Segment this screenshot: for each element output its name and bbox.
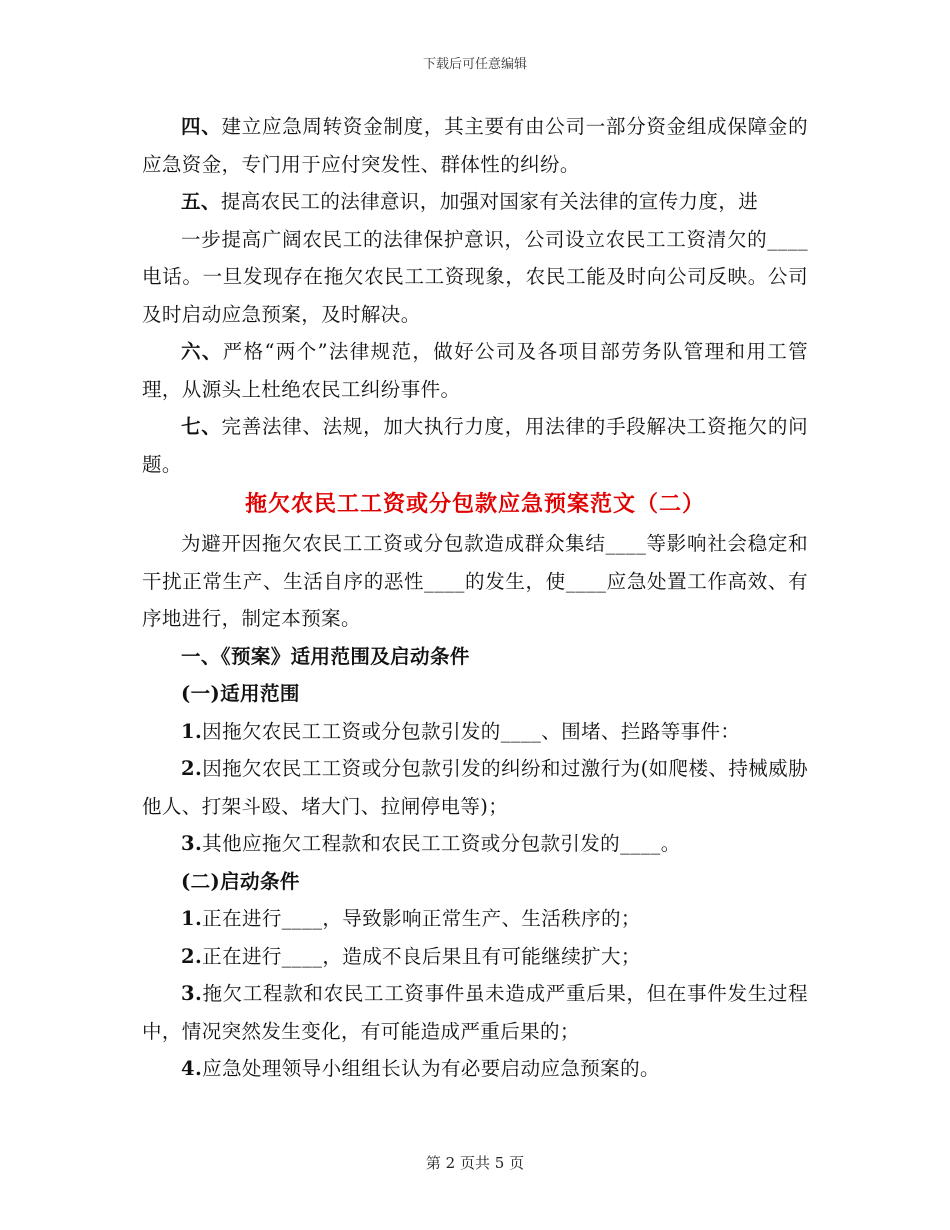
condition-item-1 bbox=[142, 900, 808, 938]
paragraph-six bbox=[142, 333, 808, 408]
paragraph-text: 为避开因拖欠农民工工资或分包款造成群众集结 bbox=[181, 532, 606, 555]
paragraph-seven bbox=[142, 408, 808, 483]
item-text: 因拖欠农民工工资或分包款引发的 bbox=[202, 719, 501, 743]
heading-scope-and-start: 一、《预案》适用范围及启动条件 bbox=[181, 644, 470, 668]
blank-fill: ____ bbox=[500, 719, 542, 743]
section-title: 拖欠农民工工资或分包款应急预案范文（二） bbox=[244, 491, 705, 517]
page-header: 下载后可任意编辑 bbox=[422, 57, 527, 72]
blank-fill: ____ bbox=[605, 532, 647, 555]
intro-paragraph bbox=[142, 525, 808, 638]
paragraph-text: 严格“两个”法律规范，做好公司及各项目部劳务队管理和用工管理，从源头上杜绝农民工纠纷事件。 bbox=[142, 340, 808, 401]
paragraph-text: 提高农民工的法律意识，加强对国家有关法律的宣传力度，进 bbox=[220, 190, 759, 213]
item-number: 3. bbox=[181, 832, 203, 855]
paragraph-text: 电话。一旦发现存在拖欠农民工工资现象，农民工能及时向公司反映。公司及时启动应急预案，及时解决。 bbox=[142, 265, 808, 326]
blank-fill: ____ bbox=[620, 832, 661, 855]
paragraph-four bbox=[142, 108, 808, 183]
item-text: 其他应拖欠工程款和农民工工资或分包款引发的 bbox=[202, 832, 621, 855]
item-text: ，造成不良后果且有可能继续扩大； bbox=[322, 944, 641, 968]
paragraph-five-continued bbox=[142, 221, 808, 334]
paragraph-text: 的发生，使 bbox=[464, 569, 566, 593]
paragraph-text: 一步提高广阔农民工的法律保护意识，公司设立农民工工资清欠的 bbox=[181, 227, 768, 251]
item-number: 2. bbox=[181, 757, 203, 780]
paragraph-text: 完善法律、法规，加大执行力度，用法律的手段解决工资拖欠的问题。 bbox=[142, 415, 808, 476]
paragraph-text: 等影响社会稳定和干扰正常生产、生活自序的恶性 bbox=[142, 532, 808, 593]
subheading-scope: (一)适用范围 bbox=[181, 682, 300, 705]
paragraph-five bbox=[142, 183, 808, 221]
item-text: 正在进行 bbox=[202, 907, 282, 930]
item-number: 2. bbox=[181, 944, 203, 968]
item-text: 正在进行 bbox=[202, 944, 282, 968]
paragraph-label: 四、 bbox=[181, 115, 222, 138]
condition-item-2 bbox=[142, 938, 808, 976]
condition-item-3 bbox=[142, 975, 808, 1050]
scope-item-1 bbox=[142, 713, 808, 751]
item-text: 拖欠工程款和农民工工资事件虽未造成严重后果，但在事件发生过程中，情况突然发生变化，有可能造成严重后果的； bbox=[142, 982, 808, 1043]
subheading-start-conditions: (二)启动条件 bbox=[181, 869, 300, 893]
blank-fill: ____ bbox=[281, 944, 323, 968]
scope-item-2 bbox=[142, 750, 808, 825]
blank-fill: ____ bbox=[565, 569, 607, 593]
paragraph-label: 六、 bbox=[181, 340, 223, 363]
document-body bbox=[142, 108, 808, 1088]
paragraph-text: 建立应急周转资金制度，其主要有由公司一部分资金组成保障金的应急资金，专门用于应付突发性、群体性的纠纷。 bbox=[142, 115, 808, 176]
blank-fill: ____ bbox=[281, 907, 323, 930]
item-text: 。 bbox=[660, 832, 681, 855]
blank-fill: ____ bbox=[767, 227, 808, 251]
condition-item-4 bbox=[142, 1050, 808, 1088]
item-number: 1. bbox=[181, 907, 203, 930]
item-text: 、围堵、拦路等事件： bbox=[541, 719, 741, 743]
page-footer: 第 2 页共 5 页 bbox=[425, 1154, 525, 1172]
item-text: ，导致影响正常生产、生活秩序的； bbox=[322, 907, 641, 930]
item-text: 因拖欠农民工工资或分包款引发的纠纷和过激行为(如爬楼、持械威胁他人、打架斗殴、堵大门、拉闸停电等)； bbox=[142, 757, 808, 818]
item-text: 应急处理领导小组组长认为有必要启动应急预案的。 bbox=[202, 1057, 660, 1080]
item-number: 4. bbox=[181, 1057, 203, 1080]
paragraph-label: 七、 bbox=[181, 415, 222, 438]
paragraph-label: 五、 bbox=[181, 190, 221, 213]
scope-item-3 bbox=[142, 825, 808, 863]
item-number: 3. bbox=[181, 982, 203, 1005]
paragraph-text: 应急处置工作高效、有序地进行，制定本预案。 bbox=[142, 569, 808, 630]
item-number: 1. bbox=[181, 719, 203, 743]
blank-fill: ____ bbox=[424, 569, 465, 593]
